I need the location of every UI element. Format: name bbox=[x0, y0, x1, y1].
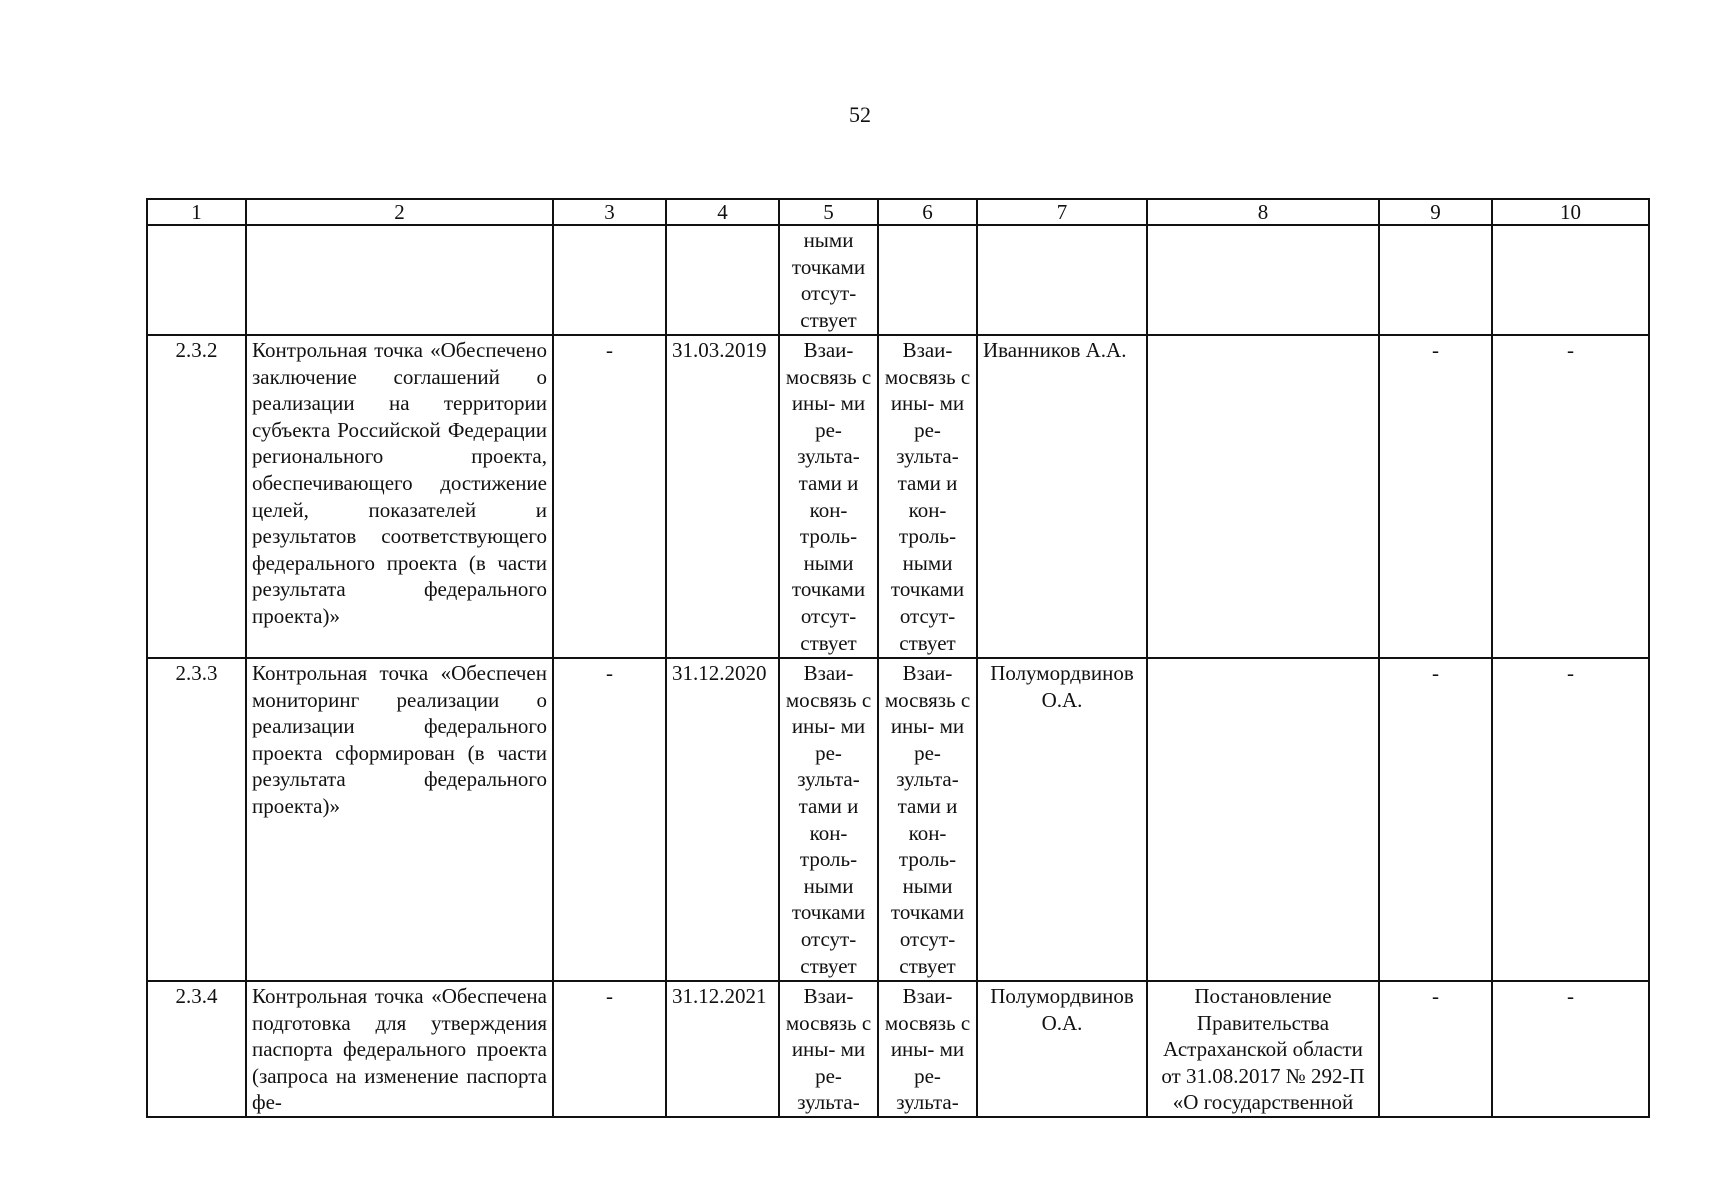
row-col9: - bbox=[1379, 335, 1492, 658]
header-col-8: 8 bbox=[1147, 199, 1379, 225]
row-description: Контрольная точка «Обеспечен мониторинг реализации о реализации федерального проекта сформирован (в части результата федерального проекта)» bbox=[246, 658, 553, 981]
row-col3: - bbox=[553, 981, 666, 1117]
row-col8 bbox=[1147, 335, 1379, 658]
row-description: Контрольная точка «Обеспечена подготовка для утверждения паспорта федерального проекта (запроса на изменение паспорта фе- bbox=[246, 981, 553, 1117]
plan-table bbox=[146, 198, 1650, 1118]
row-date: 31.12.2020 bbox=[666, 658, 779, 981]
row-responsible: Иванников А.А. bbox=[977, 335, 1147, 658]
row-col9: - bbox=[1379, 658, 1492, 981]
row-responsible: Полумордвинов О.А. bbox=[977, 658, 1147, 981]
row-col8 bbox=[1147, 658, 1379, 981]
header-col-4: 4 bbox=[666, 199, 779, 225]
header-col-7: 7 bbox=[977, 199, 1147, 225]
row-col9: - bbox=[1379, 981, 1492, 1117]
row-col6: Взаи- мосвязь с ины- ми ре- зульта- тами и кон- троль- ными точками отсут- ствует bbox=[878, 335, 977, 658]
row-number: 2.3.4 bbox=[147, 981, 246, 1117]
header-col-6: 6 bbox=[878, 199, 977, 225]
table-row bbox=[147, 981, 1649, 1117]
row-col5: Взаи- мосвязь с ины- ми ре- зульта- bbox=[779, 981, 878, 1117]
header-col-5: 5 bbox=[779, 199, 878, 225]
row-number: 2.3.2 bbox=[147, 335, 246, 658]
row-number: 2.3.3 bbox=[147, 658, 246, 981]
header-row bbox=[147, 199, 1649, 225]
header-col-9: 9 bbox=[1379, 199, 1492, 225]
page-number: 52 bbox=[849, 102, 871, 127]
row-col5: Взаи- мосвязь с ины- ми ре- зульта- тами и кон- троль- ными точками отсут- ствует bbox=[779, 658, 878, 981]
header-col-10: 10 bbox=[1492, 199, 1649, 225]
continuation-col5: ными точками отсут- ствует bbox=[779, 225, 878, 335]
header-col-3: 3 bbox=[553, 199, 666, 225]
row-col3: - bbox=[553, 335, 666, 658]
row-col10: - bbox=[1492, 335, 1649, 658]
table-row bbox=[147, 658, 1649, 981]
row-col10: - bbox=[1492, 658, 1649, 981]
row-description: Контрольная точка «Обеспечено заключение соглашений о реализации на территории субъекта Российской Федерации регионального проекта, обеспечивающего достижение целей, показателей и результатов соответствующего федерального проекта (в части результата федерального проекта)» bbox=[246, 335, 553, 658]
row-col5: Взаи- мосвязь с ины- ми ре- зульта- тами и кон- троль- ными точками отсут- ствует bbox=[779, 335, 878, 658]
table-row bbox=[147, 335, 1649, 658]
row-col6: Взаи- мосвязь с ины- ми ре- зульта- тами и кон- троль- ными точками отсут- ствует bbox=[878, 658, 977, 981]
row-col3: - bbox=[553, 658, 666, 981]
row-date: 31.03.2019 bbox=[666, 335, 779, 658]
row-date: 31.12.2021 bbox=[666, 981, 779, 1117]
row-col8: Постановление Правительства Астраханской области от 31.08.2017 № 292-П «О государственной bbox=[1147, 981, 1379, 1117]
row-responsible: Полумордвинов О.А. bbox=[977, 981, 1147, 1117]
header-col-1: 1 bbox=[147, 199, 246, 225]
table-row-continuation bbox=[147, 225, 1649, 335]
row-col10: - bbox=[1492, 981, 1649, 1117]
header-col-2: 2 bbox=[246, 199, 553, 225]
row-col6: Взаи- мосвязь с ины- ми ре- зульта- bbox=[878, 981, 977, 1117]
